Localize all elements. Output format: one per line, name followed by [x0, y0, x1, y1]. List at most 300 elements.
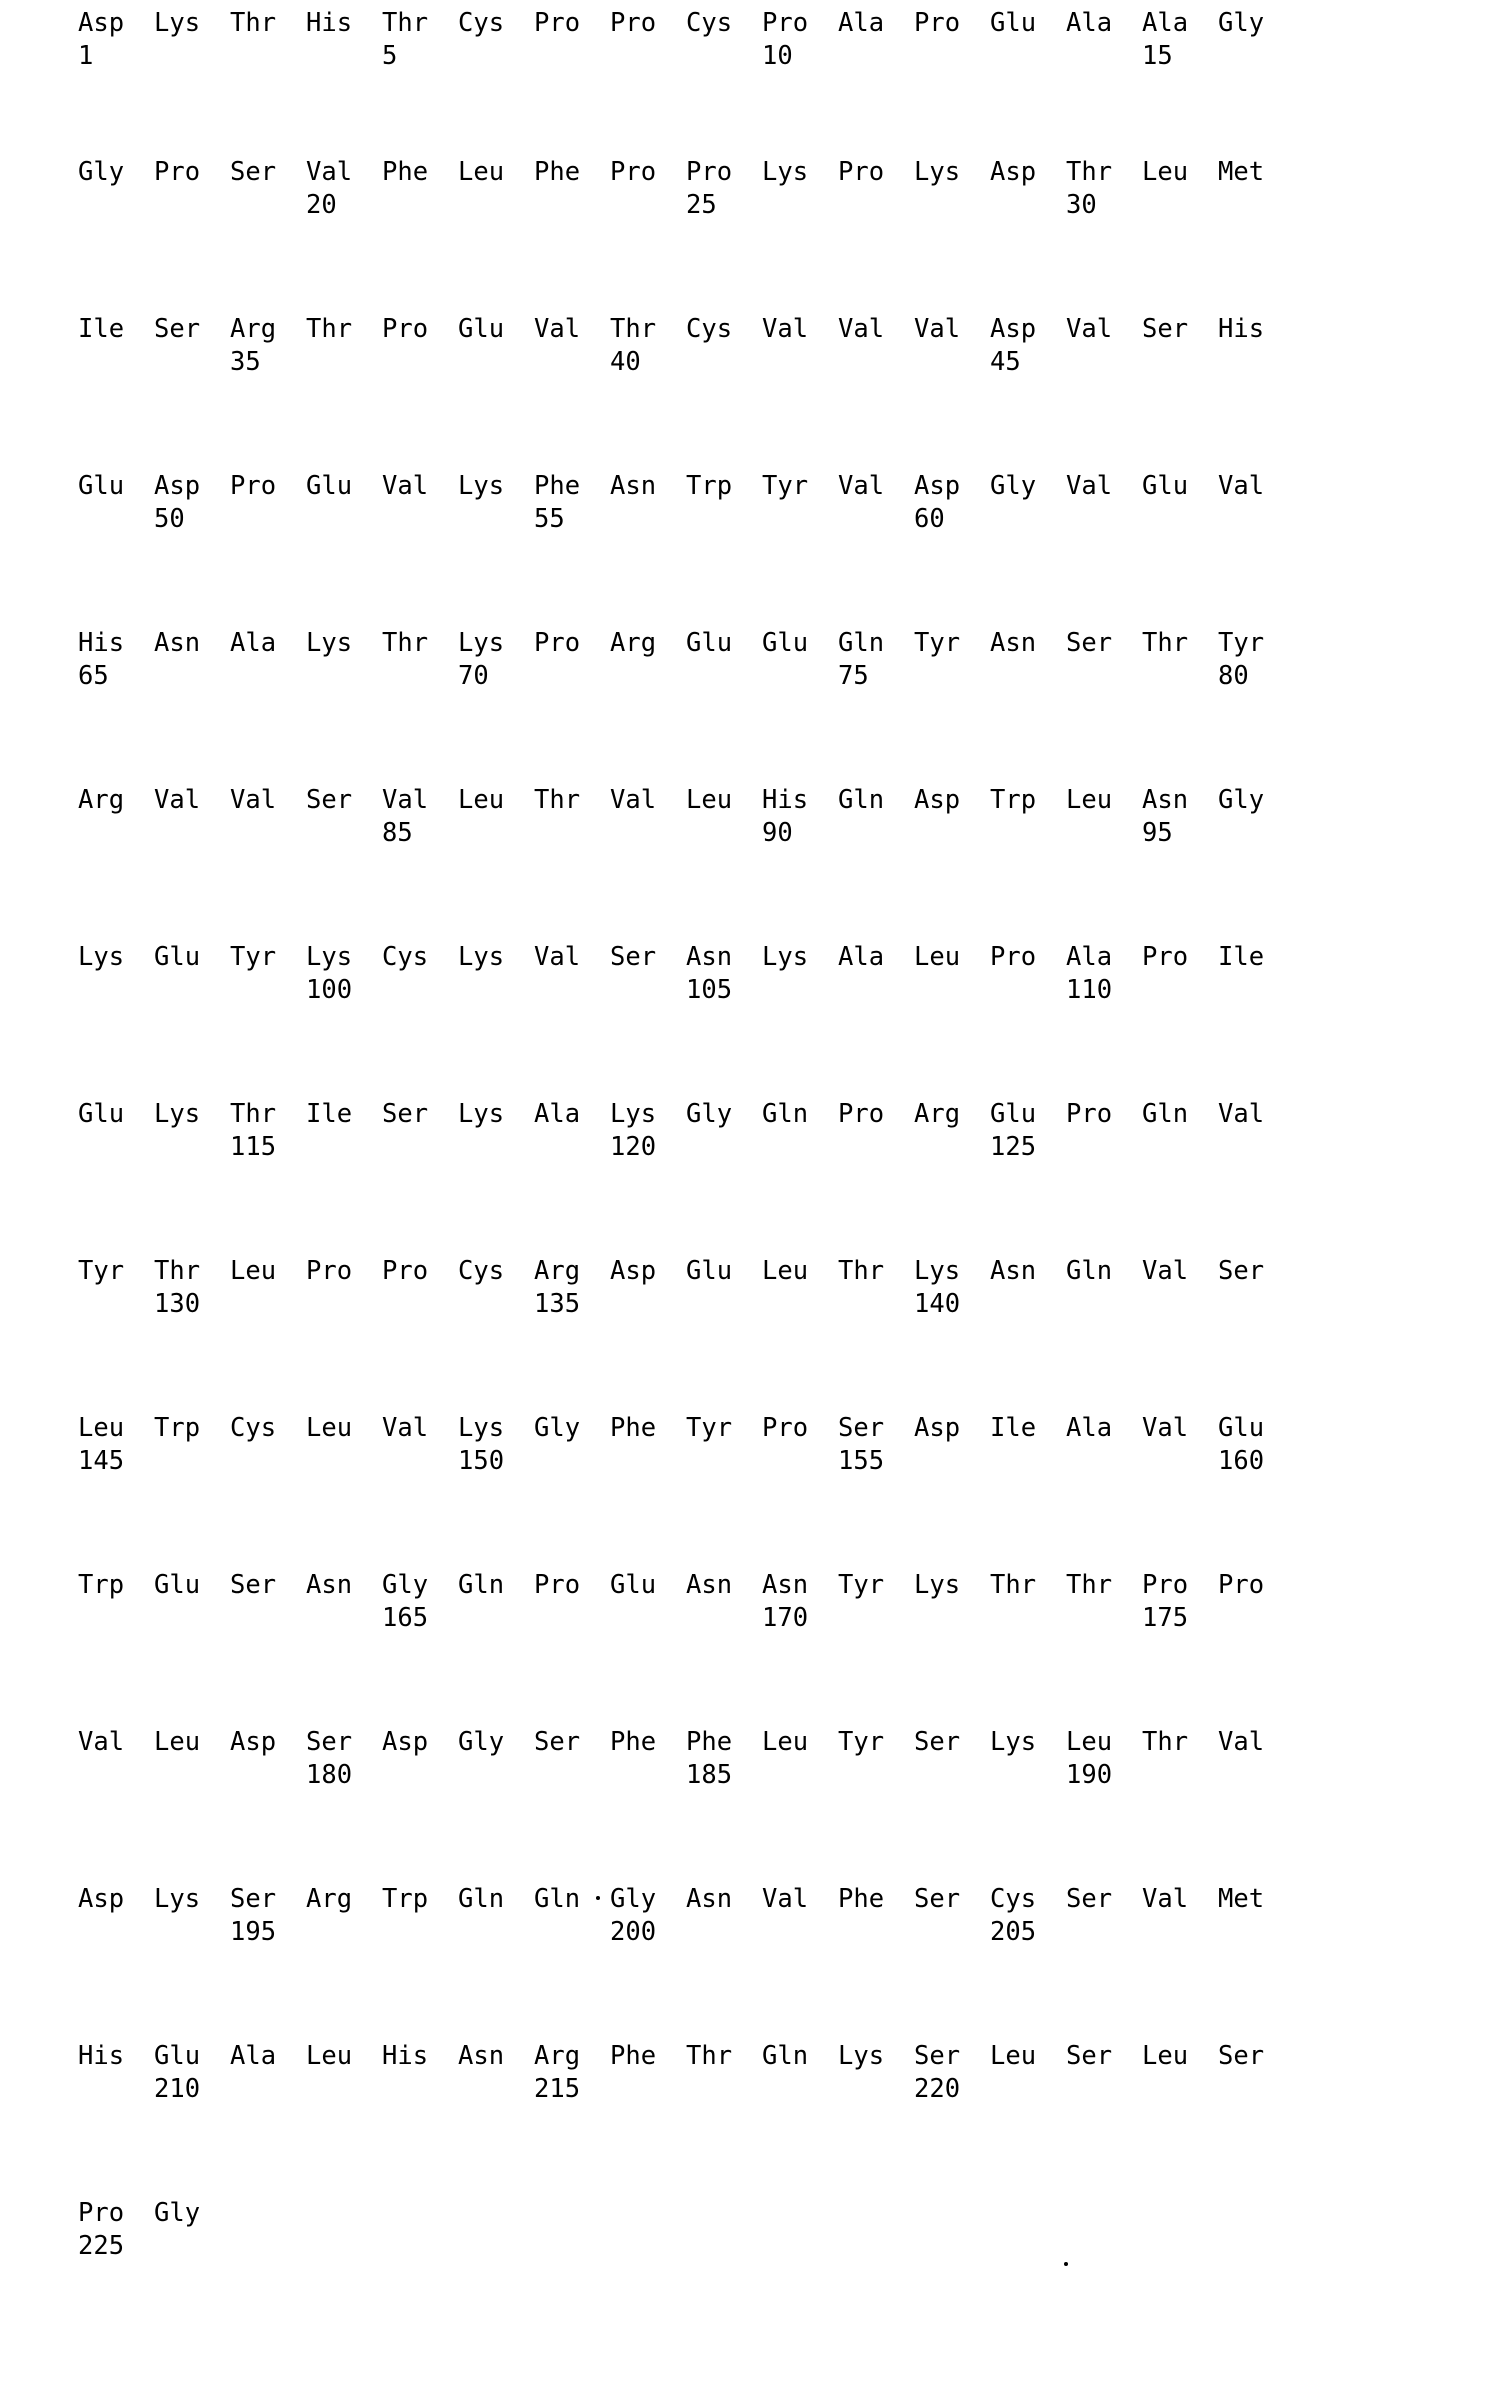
- residue-cell: Asp: [914, 1413, 961, 1443]
- residue-cell: Gln: [534, 1884, 581, 1914]
- residue-cell: Leu: [1066, 1727, 1113, 1757]
- residue-cell: Lys: [154, 1099, 201, 1129]
- residue-cell: Glu: [78, 471, 125, 501]
- residue-cell: Val: [914, 314, 961, 344]
- residue-cell: Glu: [306, 471, 353, 501]
- residue-number-row: [78, 661, 1486, 691]
- residue-cell: Ala: [1142, 8, 1189, 38]
- residue-cell: Asp: [78, 1884, 125, 1914]
- residue-cell: Thr: [1142, 1727, 1189, 1757]
- residue-cell: Asn: [990, 1256, 1037, 1286]
- residue-cell: Ser: [1218, 1256, 1265, 1286]
- residue-number-cell: 40: [610, 347, 641, 377]
- residue-number-cell: 135: [534, 1289, 581, 1319]
- residue-cell: Pro: [762, 8, 809, 38]
- residue-cell: Ala: [1066, 942, 1113, 972]
- residue-cell: Pro: [1142, 1570, 1189, 1600]
- residue-cell: Pro: [154, 157, 201, 187]
- residue-cell: Val: [382, 471, 429, 501]
- residue-cell: Pro: [914, 8, 961, 38]
- residue-cell: Leu: [306, 1413, 353, 1443]
- residue-row: [78, 1256, 1486, 1286]
- residue-cell: Tyr: [78, 1256, 125, 1286]
- residue-cell: Val: [306, 157, 353, 187]
- residue-cell: Leu: [306, 2041, 353, 2071]
- residue-cell: Cys: [458, 8, 505, 38]
- residue-number-row: [78, 1760, 1486, 1790]
- residue-number-cell: 145: [78, 1446, 125, 1476]
- residue-cell: Val: [838, 471, 885, 501]
- residue-number-row: [78, 504, 1486, 534]
- residue-cell: Ala: [1066, 8, 1113, 38]
- residue-cell: Ile: [1218, 942, 1265, 972]
- residue-cell: Leu: [762, 1256, 809, 1286]
- residue-cell: Phe: [610, 2041, 657, 2071]
- residue-cell: Ser: [306, 1727, 353, 1757]
- sequence-block: [0, 1727, 1486, 1884]
- residue-number-cell: 35: [230, 347, 261, 377]
- residue-number-cell: 80: [1218, 661, 1249, 691]
- residue-cell: Ile: [990, 1413, 1037, 1443]
- residue-cell: Val: [1218, 471, 1265, 501]
- residue-cell: Phe: [686, 1727, 733, 1757]
- residue-cell: Lys: [78, 942, 125, 972]
- residue-cell: Asn: [686, 1570, 733, 1600]
- residue-cell: Thr: [306, 314, 353, 344]
- residue-cell: Tyr: [914, 628, 961, 658]
- residue-number-row: [78, 190, 1486, 220]
- residue-row: [78, 157, 1486, 187]
- residue-cell: Glu: [990, 1099, 1037, 1129]
- residue-cell: His: [78, 628, 125, 658]
- residue-cell: Gly: [990, 471, 1037, 501]
- residue-cell: Ser: [914, 1884, 961, 1914]
- residue-cell: Tyr: [838, 1570, 885, 1600]
- residue-number-cell: 5: [382, 41, 398, 71]
- residue-cell: Val: [838, 314, 885, 344]
- residue-cell: Val: [762, 314, 809, 344]
- residue-cell: Cys: [382, 942, 429, 972]
- residue-cell: Phe: [534, 157, 581, 187]
- residue-row: [78, 2198, 1486, 2228]
- print-speck: [1064, 2262, 1068, 2266]
- sequence-block: [0, 1413, 1486, 1570]
- residue-cell: Glu: [154, 2041, 201, 2071]
- residue-cell: Pro: [534, 628, 581, 658]
- residue-cell: Val: [1142, 1413, 1189, 1443]
- residue-cell: Leu: [154, 1727, 201, 1757]
- residue-cell: Ser: [382, 1099, 429, 1129]
- residue-number-cell: 110: [1066, 975, 1113, 1005]
- residue-number-cell: 190: [1066, 1760, 1113, 1790]
- residue-number-cell: 60: [914, 504, 945, 534]
- residue-cell: Phe: [838, 1884, 885, 1914]
- residue-number-cell: 140: [914, 1289, 961, 1319]
- residue-number-cell: 215: [534, 2074, 581, 2104]
- residue-cell: Glu: [154, 1570, 201, 1600]
- residue-cell: Phe: [610, 1413, 657, 1443]
- residue-cell: Glu: [990, 8, 1037, 38]
- residue-number-cell: 30: [1066, 190, 1097, 220]
- residue-cell: Ser: [230, 1570, 277, 1600]
- residue-cell: Pro: [686, 157, 733, 187]
- residue-row: [78, 1884, 1486, 1914]
- residue-cell: Val: [610, 785, 657, 815]
- residue-cell: Lys: [306, 628, 353, 658]
- residue-cell: Lys: [762, 157, 809, 187]
- residue-row: [78, 1727, 1486, 1757]
- residue-cell: Glu: [1142, 471, 1189, 501]
- residue-cell: Gly: [534, 1413, 581, 1443]
- residue-cell: Leu: [686, 785, 733, 815]
- residue-cell: Thr: [534, 785, 581, 815]
- residue-number-cell: 50: [154, 504, 185, 534]
- residue-cell: Lys: [458, 1413, 505, 1443]
- residue-cell: Gln: [1142, 1099, 1189, 1129]
- residue-cell: Leu: [1066, 785, 1113, 815]
- residue-cell: Val: [534, 314, 581, 344]
- residue-cell: Ser: [914, 2041, 961, 2071]
- residue-cell: Val: [78, 1727, 125, 1757]
- residue-cell: Trp: [990, 785, 1037, 815]
- residue-cell: Cys: [230, 1413, 277, 1443]
- residue-number-row: [78, 1446, 1486, 1476]
- sequence-block: [0, 1884, 1486, 2041]
- residue-number-cell: 20: [306, 190, 337, 220]
- residue-number-cell: 150: [458, 1446, 505, 1476]
- residue-number-cell: 10: [762, 41, 793, 71]
- residue-cell: Asp: [382, 1727, 429, 1757]
- residue-number-row: [78, 2231, 1486, 2261]
- residue-cell: Thr: [1066, 157, 1113, 187]
- residue-cell: Ser: [230, 1884, 277, 1914]
- residue-cell: Lys: [914, 1570, 961, 1600]
- residue-cell: Thr: [382, 628, 429, 658]
- residue-cell: Pro: [78, 2198, 125, 2228]
- residue-cell: Ser: [1066, 628, 1113, 658]
- residue-cell: Met: [1218, 157, 1265, 187]
- residue-row: [78, 942, 1486, 972]
- residue-cell: Gly: [1218, 8, 1265, 38]
- residue-row: [78, 785, 1486, 815]
- residue-cell: Pro: [990, 942, 1037, 972]
- residue-cell: His: [762, 785, 809, 815]
- residue-cell: Arg: [78, 785, 125, 815]
- residue-cell: Lys: [762, 942, 809, 972]
- residue-cell: Gln: [838, 628, 885, 658]
- residue-cell: Thr: [838, 1256, 885, 1286]
- residue-cell: Leu: [78, 1413, 125, 1443]
- residue-cell: Lys: [610, 1099, 657, 1129]
- residue-number-cell: 15: [1142, 41, 1173, 71]
- residue-cell: Ser: [230, 157, 277, 187]
- sequence-block: [0, 2198, 1486, 2355]
- residue-cell: Gly: [610, 1884, 657, 1914]
- residue-cell: Glu: [458, 314, 505, 344]
- residue-cell: Pro: [610, 8, 657, 38]
- residue-cell: Ala: [230, 628, 277, 658]
- residue-cell: Asn: [458, 2041, 505, 2071]
- residue-cell: Val: [1066, 314, 1113, 344]
- residue-cell: Trp: [78, 1570, 125, 1600]
- residue-cell: Asn: [686, 1884, 733, 1914]
- residue-cell: Asn: [762, 1570, 809, 1600]
- residue-cell: Val: [1218, 1727, 1265, 1757]
- residue-row: [78, 1099, 1486, 1129]
- residue-cell: Asn: [610, 471, 657, 501]
- residue-cell: Lys: [306, 942, 353, 972]
- residue-number-cell: 70: [458, 661, 489, 691]
- residue-number-cell: 45: [990, 347, 1021, 377]
- residue-cell: Thr: [230, 1099, 277, 1129]
- residue-cell: Gly: [1218, 785, 1265, 815]
- residue-cell: Pro: [382, 1256, 429, 1286]
- residue-cell: Val: [154, 785, 201, 815]
- residue-cell: Gln: [762, 1099, 809, 1129]
- residue-cell: Thr: [610, 314, 657, 344]
- residue-cell: Tyr: [838, 1727, 885, 1757]
- residue-number-cell: 195: [230, 1917, 277, 1947]
- residue-cell: Asn: [306, 1570, 353, 1600]
- residue-cell: Leu: [762, 1727, 809, 1757]
- residue-cell: Thr: [230, 8, 277, 38]
- residue-cell: His: [306, 8, 353, 38]
- residue-cell: Glu: [762, 628, 809, 658]
- residue-cell: Ala: [230, 2041, 277, 2071]
- residue-cell: Gln: [458, 1884, 505, 1914]
- residue-cell: Ile: [306, 1099, 353, 1129]
- residue-cell: Thr: [1066, 1570, 1113, 1600]
- sequence-block: [0, 628, 1486, 785]
- sequence-block: [0, 471, 1486, 628]
- residue-number-cell: 170: [762, 1603, 809, 1633]
- residue-number-cell: 155: [838, 1446, 885, 1476]
- residue-cell: Asp: [990, 314, 1037, 344]
- residue-number-cell: 165: [382, 1603, 429, 1633]
- residue-number-row: [78, 818, 1486, 848]
- residue-cell: Ser: [1218, 2041, 1265, 2071]
- residue-number-cell: 220: [914, 2074, 961, 2104]
- residue-number-cell: 125: [990, 1132, 1037, 1162]
- residue-cell: Ala: [534, 1099, 581, 1129]
- residue-cell: Val: [1142, 1884, 1189, 1914]
- residue-number-row: [78, 1603, 1486, 1633]
- residue-number-cell: 105: [686, 975, 733, 1005]
- residue-cell: Val: [382, 785, 429, 815]
- residue-cell: Gln: [1066, 1256, 1113, 1286]
- residue-cell: Gly: [382, 1570, 429, 1600]
- residue-number-row: [78, 41, 1486, 71]
- residue-cell: Val: [762, 1884, 809, 1914]
- residue-cell: Thr: [686, 2041, 733, 2071]
- residue-cell: Pro: [838, 1099, 885, 1129]
- residue-cell: Val: [534, 942, 581, 972]
- residue-cell: Asp: [914, 785, 961, 815]
- residue-cell: Leu: [458, 785, 505, 815]
- residue-number-cell: 200: [610, 1917, 657, 1947]
- residue-number-cell: 85: [382, 818, 413, 848]
- residue-cell: Asn: [1142, 785, 1189, 815]
- residue-cell: Val: [230, 785, 277, 815]
- residue-cell: Thr: [1142, 628, 1189, 658]
- residue-cell: Glu: [610, 1570, 657, 1600]
- residue-number-cell: 130: [154, 1289, 201, 1319]
- residue-cell: Asp: [154, 471, 201, 501]
- residue-number-cell: 205: [990, 1917, 1037, 1947]
- residue-cell: Gly: [154, 2198, 201, 2228]
- residue-cell: Pro: [1066, 1099, 1113, 1129]
- residue-cell: Ala: [838, 942, 885, 972]
- residue-cell: Ser: [306, 785, 353, 815]
- residue-cell: Cys: [686, 314, 733, 344]
- residue-cell: Val: [1066, 471, 1113, 501]
- residue-cell: Leu: [914, 942, 961, 972]
- residue-cell: Thr: [154, 1256, 201, 1286]
- residue-cell: Ile: [78, 314, 125, 344]
- residue-cell: His: [382, 2041, 429, 2071]
- residue-cell: Asn: [154, 628, 201, 658]
- residue-cell: Lys: [914, 157, 961, 187]
- residue-number-cell: 120: [610, 1132, 657, 1162]
- residue-cell: Phe: [534, 471, 581, 501]
- residue-cell: Lys: [914, 1256, 961, 1286]
- residue-row: [78, 1413, 1486, 1443]
- residue-cell: Cys: [458, 1256, 505, 1286]
- residue-cell: Asp: [914, 471, 961, 501]
- residue-number-cell: 225: [78, 2231, 125, 2261]
- residue-cell: Ser: [154, 314, 201, 344]
- residue-cell: Ser: [1142, 314, 1189, 344]
- sequence-block: [0, 314, 1486, 471]
- residue-cell: Trp: [154, 1413, 201, 1443]
- residue-cell: Lys: [458, 1099, 505, 1129]
- residue-cell: Asn: [686, 942, 733, 972]
- residue-number-cell: 180: [306, 1760, 353, 1790]
- residue-cell: Cys: [686, 8, 733, 38]
- residue-number-cell: 65: [78, 661, 109, 691]
- residue-cell: Asn: [990, 628, 1037, 658]
- residue-cell: Tyr: [1218, 628, 1265, 658]
- residue-cell: Tyr: [686, 1413, 733, 1443]
- residue-cell: Val: [1142, 1256, 1189, 1286]
- residue-cell: Val: [1218, 1099, 1265, 1129]
- residue-cell: Lys: [154, 8, 201, 38]
- residue-number-row: [78, 347, 1486, 377]
- sequence-block: [0, 157, 1486, 314]
- residue-number-row: [78, 975, 1486, 1005]
- residue-cell: Gln: [458, 1570, 505, 1600]
- residue-cell: Leu: [990, 2041, 1037, 2071]
- residue-cell: Asp: [610, 1256, 657, 1286]
- sequence-block: [0, 785, 1486, 942]
- residue-cell: Lys: [154, 1884, 201, 1914]
- residue-cell: Ser: [1066, 1884, 1113, 1914]
- residue-cell: Lys: [458, 628, 505, 658]
- residue-cell: Ser: [838, 1413, 885, 1443]
- residue-cell: Leu: [1142, 157, 1189, 187]
- residue-cell: Pro: [838, 157, 885, 187]
- sequence-block: [0, 1256, 1486, 1413]
- residue-cell: Trp: [686, 471, 733, 501]
- residue-row: [78, 471, 1486, 501]
- residue-number-row: [78, 2074, 1486, 2104]
- residue-cell: Lys: [458, 471, 505, 501]
- residue-cell: Leu: [458, 157, 505, 187]
- residue-cell: Phe: [610, 1727, 657, 1757]
- residue-number-cell: 95: [1142, 818, 1173, 848]
- residue-cell: Arg: [306, 1884, 353, 1914]
- residue-cell: Asp: [230, 1727, 277, 1757]
- residue-cell: Asp: [78, 8, 125, 38]
- residue-number-cell: 55: [534, 504, 565, 534]
- residue-number-row: [78, 1917, 1486, 1947]
- residue-cell: Lys: [458, 942, 505, 972]
- residue-cell: Phe: [382, 157, 429, 187]
- residue-cell: Cys: [990, 1884, 1037, 1914]
- residue-cell: Glu: [154, 942, 201, 972]
- residue-cell: Glu: [78, 1099, 125, 1129]
- sequence-block: [0, 0, 1486, 157]
- residue-cell: Leu: [230, 1256, 277, 1286]
- residue-cell: Gly: [458, 1727, 505, 1757]
- residue-cell: Leu: [1142, 2041, 1189, 2071]
- residue-cell: Trp: [382, 1884, 429, 1914]
- residue-number-cell: 75: [838, 661, 869, 691]
- residue-cell: Arg: [914, 1099, 961, 1129]
- residue-cell: Arg: [230, 314, 277, 344]
- residue-number-cell: 175: [1142, 1603, 1189, 1633]
- residue-cell: Glu: [686, 1256, 733, 1286]
- residue-cell: Gly: [78, 157, 125, 187]
- residue-row: [78, 8, 1486, 38]
- residue-cell: Thr: [990, 1570, 1037, 1600]
- residue-cell: Pro: [762, 1413, 809, 1443]
- residue-number-cell: 25: [686, 190, 717, 220]
- residue-row: [78, 1570, 1486, 1600]
- residue-cell: Ser: [610, 942, 657, 972]
- residue-number-cell: 1: [78, 41, 94, 71]
- residue-cell: Glu: [1218, 1413, 1265, 1443]
- residue-cell: Gln: [762, 2041, 809, 2071]
- residue-cell: Pro: [306, 1256, 353, 1286]
- residue-cell: Asp: [990, 157, 1037, 187]
- residue-row: [78, 628, 1486, 658]
- residue-cell: Lys: [838, 2041, 885, 2071]
- residue-number-row: [78, 1289, 1486, 1319]
- residue-cell: Thr: [382, 8, 429, 38]
- residue-cell: Ala: [1066, 1413, 1113, 1443]
- sequence-block: [0, 1570, 1486, 1727]
- residue-number-cell: 100: [306, 975, 353, 1005]
- residue-cell: Met: [1218, 1884, 1265, 1914]
- residue-cell: Lys: [990, 1727, 1037, 1757]
- residue-number-cell: 115: [230, 1132, 277, 1162]
- residue-cell: Arg: [534, 2041, 581, 2071]
- residue-cell: Gly: [686, 1099, 733, 1129]
- residue-number-cell: 90: [762, 818, 793, 848]
- residue-cell: Ser: [914, 1727, 961, 1757]
- residue-cell: Val: [382, 1413, 429, 1443]
- residue-cell: His: [1218, 314, 1265, 344]
- residue-cell: Arg: [534, 1256, 581, 1286]
- residue-number-cell: 210: [154, 2074, 201, 2104]
- residue-cell: Ala: [838, 8, 885, 38]
- residue-cell: His: [78, 2041, 125, 2071]
- residue-number-cell: 185: [686, 1760, 733, 1790]
- residue-cell: Pro: [610, 157, 657, 187]
- residue-cell: Gln: [838, 785, 885, 815]
- residue-number-row: [78, 1132, 1486, 1162]
